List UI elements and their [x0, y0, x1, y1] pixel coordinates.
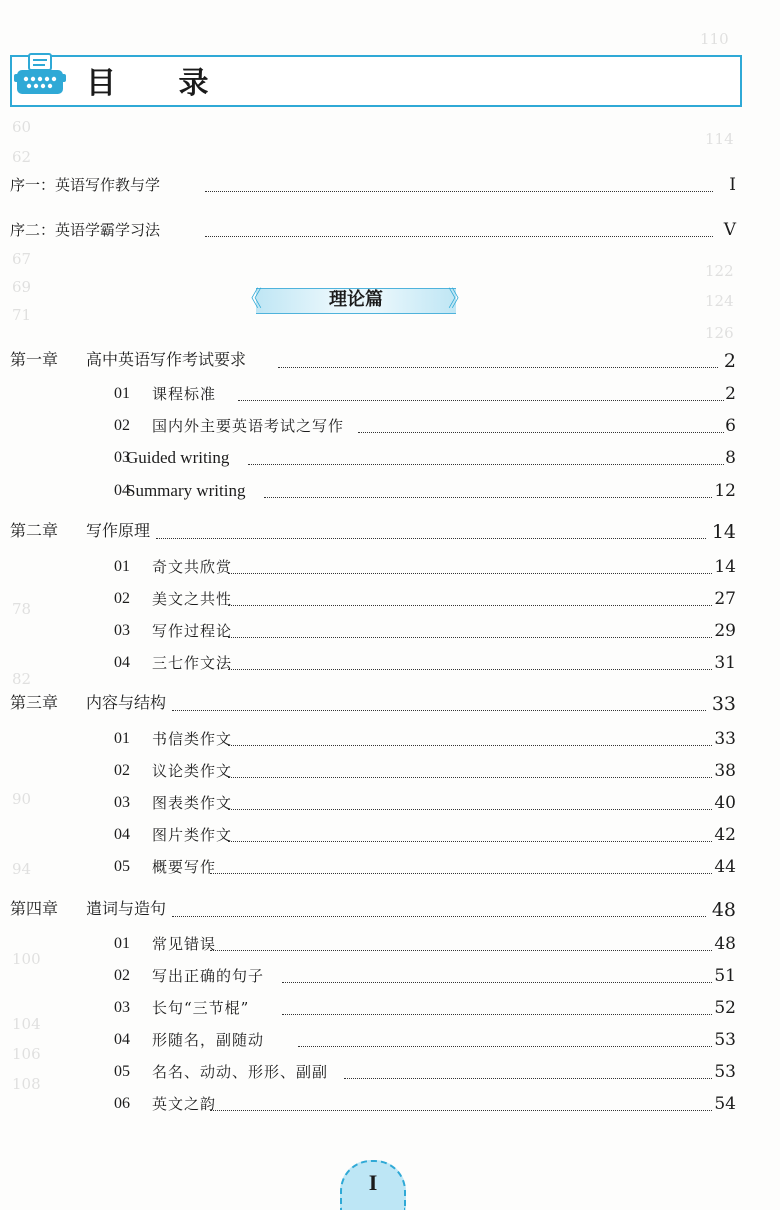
bleed-through-text: 122	[705, 262, 734, 280]
preface-label: 序一：英语写作教与学	[10, 176, 161, 194]
page-number: 48	[711, 899, 736, 921]
toc-chapter-3[interactable]	[0, 692, 780, 716]
toc-section[interactable]	[0, 855, 780, 879]
page-number: 48	[714, 934, 736, 954]
toc-section[interactable]	[0, 1092, 780, 1116]
dot-leader	[210, 1110, 712, 1111]
dot-leader	[278, 367, 718, 368]
page-number: 51	[714, 966, 736, 986]
section-title: 写作过程论	[152, 622, 233, 640]
dot-leader	[228, 777, 712, 778]
page-number: 42	[714, 825, 736, 845]
section-number: 03	[114, 622, 130, 639]
page-number: 14	[711, 521, 736, 543]
preface-label: 序二：英语学霸学习法	[10, 221, 161, 239]
dot-leader	[238, 400, 724, 401]
section-number: 01	[114, 385, 130, 402]
bleed-through-text: 62	[12, 148, 32, 166]
section-number: 04	[114, 482, 130, 499]
toc-section[interactable]	[0, 446, 780, 470]
section-title: 书信类作文	[152, 730, 233, 748]
section-number: 01	[114, 935, 130, 952]
chapter-label: 第一章	[10, 352, 59, 369]
toc-section[interactable]	[0, 382, 780, 406]
bleed-through-text: 108	[12, 1075, 41, 1093]
dot-leader	[228, 637, 712, 638]
section-number: 02	[114, 762, 130, 779]
section-banner-label: 理论篇	[329, 289, 383, 310]
toc-section[interactable]	[0, 823, 780, 847]
page-number: 8	[725, 448, 736, 468]
section-number: 03	[114, 999, 130, 1016]
page-number: 2	[723, 350, 736, 372]
chevron-left-icon: 《	[240, 287, 263, 312]
page-number: 12	[714, 481, 736, 501]
toc-preface-2[interactable]	[0, 218, 780, 242]
chapter-title: 内容与结构	[86, 695, 167, 712]
bleed-through-text: 71	[12, 306, 32, 324]
section-number: 05	[114, 858, 130, 875]
page-title: 目 录	[86, 66, 235, 101]
section-title: 美文之共性	[152, 590, 233, 608]
toc-preface-1[interactable]	[0, 173, 780, 197]
dot-leader	[156, 538, 706, 539]
bleed-through-text: 110	[700, 30, 729, 48]
bleed-through-text: 94	[12, 860, 32, 878]
section-title: 长句“三节棍”	[152, 999, 250, 1017]
dot-leader	[205, 236, 713, 237]
section-title: 图片类作文	[152, 826, 233, 844]
page-number: 6	[725, 416, 736, 436]
section-title: Summary writing	[126, 481, 246, 500]
chapter-title: 写作原理	[86, 523, 151, 540]
chevron-right-icon: 》	[448, 287, 471, 312]
toc-chapter-1[interactable]	[0, 349, 780, 373]
dot-leader	[358, 432, 724, 433]
dot-leader	[282, 1014, 712, 1015]
bleed-through-text: 124	[705, 292, 734, 310]
dot-leader	[228, 809, 712, 810]
section-number: 04	[114, 1031, 130, 1048]
toc-section[interactable]	[0, 619, 780, 643]
toc-section[interactable]	[0, 479, 780, 503]
section-title: 国内外主要英语考试之写作	[152, 417, 345, 435]
page-number: 33	[711, 693, 736, 715]
section-title: 图表类作文	[152, 794, 233, 812]
toc-section[interactable]	[0, 651, 780, 675]
page-number: 38	[714, 761, 736, 781]
section-banner	[240, 285, 472, 315]
footer-page-number: I	[368, 1170, 378, 1195]
toc-chapter-2[interactable]	[0, 520, 780, 544]
dot-leader	[228, 745, 712, 746]
page-number: 53	[714, 1062, 736, 1082]
section-number: 01	[114, 558, 130, 575]
section-title: Guided writing	[126, 448, 230, 467]
section-number: 02	[114, 417, 130, 434]
chapter-title: 遣词与造句	[86, 901, 167, 918]
page-number: 31	[714, 653, 736, 673]
dot-leader	[210, 950, 712, 951]
bleed-through-text: 90	[12, 790, 32, 808]
dot-leader	[264, 497, 712, 498]
section-number: 04	[114, 654, 130, 671]
bleed-through-text: 60	[12, 118, 32, 136]
toc-section[interactable]	[0, 727, 780, 751]
page-number: 33	[714, 729, 736, 749]
page-number: 29	[714, 621, 736, 641]
bleed-through-text: 126	[705, 324, 734, 342]
page-number: 54	[714, 1094, 736, 1114]
toc-section[interactable]	[0, 414, 780, 438]
bleed-through-text: 114	[705, 130, 734, 148]
chapter-title: 高中英语写作考试要求	[86, 352, 247, 369]
dot-leader	[172, 710, 706, 711]
bleed-through-text: 104	[12, 1015, 41, 1033]
section-title: 常见错误	[152, 935, 217, 953]
section-number: 02	[114, 590, 130, 607]
dot-leader	[228, 841, 712, 842]
toc-section[interactable]	[0, 759, 780, 783]
dot-leader	[205, 191, 713, 192]
section-number: 04	[114, 826, 130, 843]
section-title: 概要写作	[152, 858, 217, 876]
toc-section[interactable]	[0, 932, 780, 956]
toc-section[interactable]	[0, 996, 780, 1020]
page-number: 53	[714, 1030, 736, 1050]
section-title: 奇文共欣赏	[152, 558, 233, 576]
page-number: 40	[714, 793, 736, 813]
bleed-through-text: 78	[12, 600, 32, 618]
bleed-through-text: 82	[12, 670, 32, 688]
page-number: 2	[725, 384, 736, 404]
bleed-through-text: 100	[12, 950, 41, 968]
toc-section[interactable]	[0, 964, 780, 988]
toc-section[interactable]	[0, 587, 780, 611]
page-number: 14	[714, 557, 736, 577]
section-number: 03	[114, 449, 130, 466]
section-title: 名名、动动、形形、副副	[152, 1063, 329, 1081]
section-title: 三七作文法	[152, 654, 233, 672]
section-title: 形随名，副随动	[152, 1031, 265, 1049]
toc-section[interactable]	[0, 791, 780, 815]
section-number: 03	[114, 794, 130, 811]
page-number: 44	[714, 857, 736, 877]
dot-leader	[172, 916, 706, 917]
bleed-through-text: 69	[12, 278, 32, 296]
toc-section[interactable]	[0, 555, 780, 579]
page-number: 27	[714, 589, 736, 609]
page-number: 52	[714, 998, 736, 1018]
toc-section[interactable]	[0, 1028, 780, 1052]
bleed-through-text: 106	[12, 1045, 41, 1063]
section-title: 英文之韵	[152, 1095, 217, 1113]
dot-leader	[282, 982, 712, 983]
chapter-label: 第四章	[10, 901, 59, 918]
dot-leader	[298, 1046, 712, 1047]
chapter-label: 第二章	[10, 523, 59, 540]
dot-leader	[228, 573, 712, 574]
toc-chapter-4[interactable]	[0, 898, 780, 922]
chapter-label: 第三章	[10, 695, 59, 712]
bleed-through-text: 67	[12, 250, 32, 268]
section-number: 05	[114, 1063, 130, 1080]
section-title: 写出正确的句子	[152, 967, 265, 985]
section-title: 议论类作文	[152, 762, 233, 780]
dot-leader	[210, 873, 712, 874]
typewriter-icon	[14, 52, 66, 98]
page-number: V	[723, 220, 736, 240]
section-number: 02	[114, 967, 130, 984]
page-number: I	[729, 175, 736, 195]
page-number-badge	[340, 1160, 406, 1210]
dot-leader	[228, 669, 712, 670]
section-number: 06	[114, 1095, 130, 1112]
dot-leader	[248, 464, 724, 465]
dot-leader	[228, 605, 712, 606]
section-title: 课程标准	[152, 385, 217, 403]
section-number: 01	[114, 730, 130, 747]
dot-leader	[344, 1078, 712, 1079]
toc-section[interactable]	[0, 1060, 780, 1084]
